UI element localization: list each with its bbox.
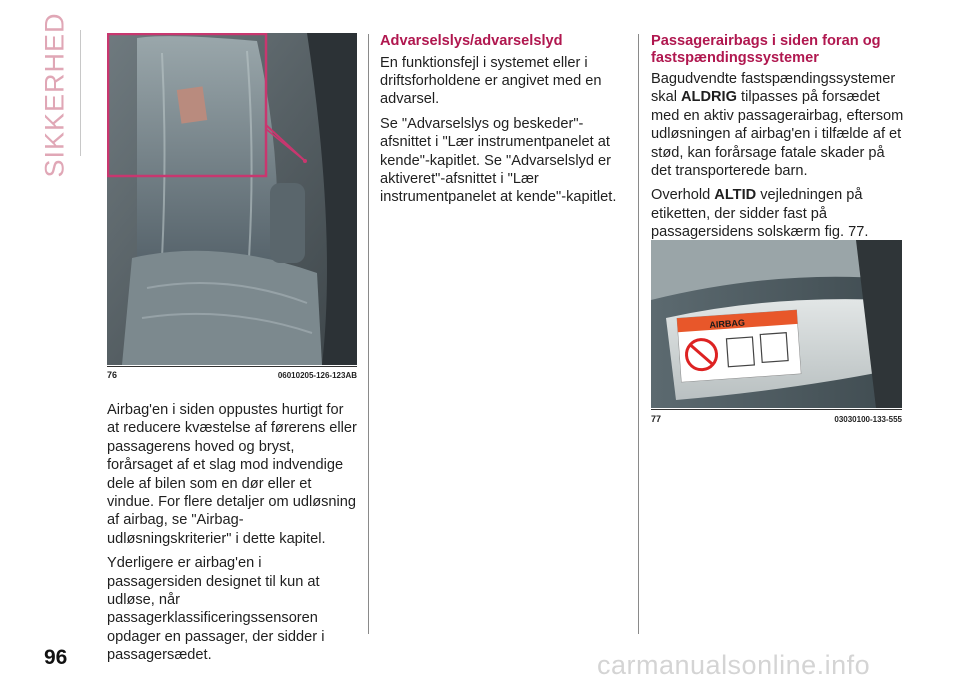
column-2-paragraph-2: Se "Advarselslys og beskeder"-afsnittet i "Lær instrumentpanelet at kende"-kapitlet. Se "Advarselslyd er aktiveret"-afsnittet i "Lær instrumentpanelet at kende"-kapitlet. [380, 115, 617, 206]
figure-77-number: 77 [651, 414, 662, 424]
figure-77-caption-rule [651, 409, 902, 410]
figure-77-code: 03030100-133-555 [834, 415, 902, 424]
watermark: carmanualsonline.info [597, 650, 871, 680]
figure-77 [651, 240, 902, 430]
seat-photo [107, 33, 357, 365]
page-number: 96 [44, 646, 68, 669]
column-divider-2 [638, 34, 639, 634]
figure-76 [107, 33, 357, 383]
figure-76-number: 76 [107, 370, 118, 380]
column-divider-1 [368, 34, 369, 634]
never-emphasis: ALDRIG [681, 89, 737, 106]
airbag-tag [177, 86, 207, 123]
column-2-paragraph-1: En funktionsfejl i systemet eller i driftsforholdene er angivet med en advarsel. [380, 54, 602, 108]
column-3-p2-after: vejledningen på etiketten, der sidder fast på passagersidens solskærm fig. 77. [651, 187, 869, 241]
column-3-paragraph-1 [651, 70, 904, 180]
figure-76-code: 06010205-126-123AB [277, 371, 357, 380]
column-1 [107, 401, 359, 671]
always-emphasis: ALTID [714, 187, 757, 204]
column-3-paragraph-2 [651, 186, 904, 241]
warning-light-heading: Advarselslys/advarselslyd [380, 33, 563, 49]
column-3-p1-after: tilpasses på forsædet med en aktiv passagerairbag, eftersom udløsningen af airbag'en i tilfælde af et stød, kan forårsage fatale skader på det transporterede barn. [651, 89, 904, 180]
section-title-text: SIKKERHED [39, 12, 70, 178]
column-1-paragraph-1: Airbag'en i siden oppustes hurtigt for at reducere kvæstelse af førerens eller passagerens hoved og bryst, forårsaget af et slag mod indvendige dele af bilen som en dør eller et vindue. For flere detaljer om udløsning af airbag, se "Airbag-udløsningskriterier" i dette kapitel. [107, 402, 357, 547]
airbag-label-header: AIRBAG [709, 317, 746, 330]
section-title [35, 12, 75, 178]
column-3-p2-before: Overhold [651, 187, 711, 204]
figure-76-caption-rule [107, 366, 357, 367]
sun-visor-photo [651, 240, 902, 408]
passenger-airbag-heading: Passagerairbags i siden foran og fastspændingssystemer [651, 33, 881, 66]
column-3-p1-before: Bagudvendte fastspændingssystemer skal [651, 71, 896, 106]
column-1-paragraph-2: Yderligere er airbag'en i passagersiden designet til kun at udløse, når passagerklassificeringssensoren opdager en passager, der sidder i passagersædet. [107, 555, 325, 664]
section-title-rule [80, 30, 81, 156]
column-2 [380, 33, 630, 213]
column-3 [651, 33, 904, 248]
